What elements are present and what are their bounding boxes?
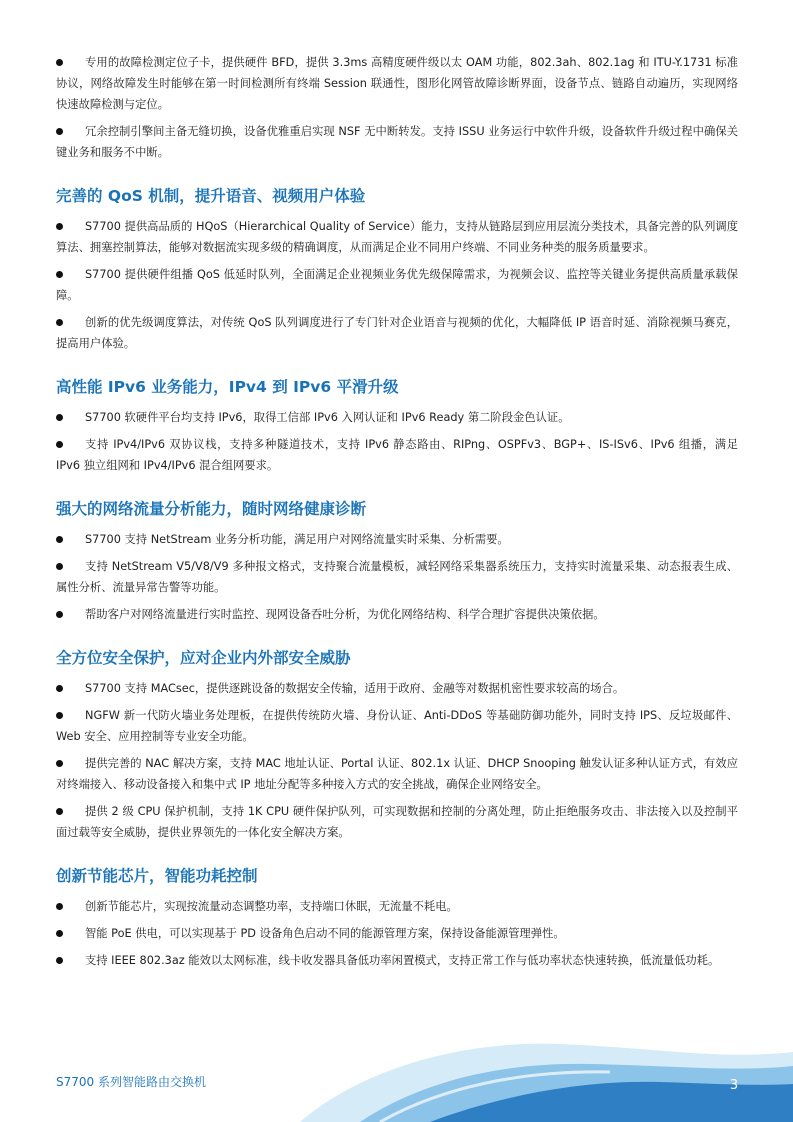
feature-section [56,376,738,476]
bullet-item [56,753,738,795]
bullet-dot-icon [56,536,63,543]
bullet-dot-icon [56,712,63,719]
bullet-item [56,529,738,550]
bullet-dot-icon [56,685,63,692]
bullet-item [56,52,738,115]
bullet-item [56,407,738,428]
bullet-text: 提供 2 级 CPU 保护机制，支持 1K CPU 硬件保护队列，可实现数据和控制的分离处理，防止拒绝服务攻击、非法接入以及控制平面过载等安全威胁，提供业界领先的一体化安全解决方案。 [56,805,738,839]
bullet-text: 支持 IEEE 802.3az 能效以太网标准，线卡收发器具备低功率闲置模式，支持正常工作与低功率状态快速转换，低流量低功耗。 [85,954,720,967]
bullet-item [56,121,738,163]
bullet-item [56,604,738,625]
bullet-item [56,556,738,598]
bullet-dot-icon [56,59,63,66]
bullet-item [56,312,738,354]
page-content [56,52,738,977]
footer-product-title: S7700 系列智能路由交换机 [56,1075,206,1089]
bullet-text: 支持 NetStream V5/V8/V9 多种报文格式，支持聚合流量模板，减轻网络采集器系统压力，支持实时流量采集、动态报表生成、属性分析、流量异常告警等功能。 [56,560,738,594]
bullet-dot-icon [56,611,63,618]
bullet-dot-icon [56,930,63,937]
bullet-text: 专用的故障检测定位子卡，提供硬件 BFD，提供 3.3ms 高精度硬件级以太 OAM 功能，802.3ah、802.1ag 和 ITU-Y.1731 标准协议，网络故障发生时能够在第一时间检测所有终端 Session 联通性，图形化网管故障诊断界面，设备节点、链路自动遍历，实现网络快速故障检测与定位。 [56,56,738,111]
bullet-dot-icon [56,808,63,815]
bullet-text: 帮助客户对网络流量进行实时监控、现网设备吞吐分析，为优化网络结构、科学合理扩容提供决策依据。 [85,608,605,621]
bullet-dot-icon [56,563,63,570]
bullet-item [56,678,738,699]
bullet-dot-icon [56,223,63,230]
bullet-dot-icon [56,319,63,326]
bullet-text: 提供完善的 NAC 解决方案，支持 MAC 地址认证、Portal 认证、802.1x 认证、DHCP Snooping 触发认证多种认证方式，有效应对终端接入、移动设备接入和集中式 IP 地址分配等多种接入方式的安全挑战，确保企业网络安全。 [56,757,738,791]
feature-section [56,498,738,625]
bullet-item [56,923,738,944]
bullet-dot-icon [56,271,63,278]
bullet-text: S7700 提供硬件组播 QoS 低延时队列，全面满足企业视频业务优先级保障需求，为视频会议、监控等关键业务提供高质量承载保障。 [56,268,738,302]
bullet-item [56,705,738,747]
bullet-text: NGFW 新一代防火墙业务处理板，在提供传统防火墙、身份认证、Anti-DDoS 等基础防御功能外，同时支持 IPS、反垃圾邮件、Web 安全、应用控制等专业安全功能。 [56,709,738,743]
bullet-dot-icon [56,441,63,448]
feature-section [56,647,738,843]
page-number: 3 [729,1078,739,1093]
bullet-dot-icon [56,903,63,910]
feature-section [56,185,738,354]
bullet-text: 创新节能芯片，实现按流量动态调整功率，支持端口休眠，无流量不耗电。 [85,900,458,913]
bullet-text: S7700 提供高品质的 HQoS（Hierarchical Quality of Service）能力，支持从链路层到应用层流分类技术，具备完善的队列调度算法、拥塞控制算法，能够对数据流实现多级的精确调度，从而满足企业不同用户终端、不同业务种类的服务质量要求。 [56,220,738,254]
bullet-dot-icon [56,128,63,135]
section-heading: 完善的 QoS 机制，提升语音、视频用户体验 [56,187,366,205]
bullet-dot-icon [56,414,63,421]
bullet-text: 冗余控制引擎间主备无缝切换，设备优雅重启实现 NSF 无中断转发。支持 ISSU 业务运行中软件升级，设备软件升级过程中确保关键业务和服务不中断。 [56,125,738,159]
bullet-text: S7700 支持 MACsec，提供逐跳设备的数据安全传输，适用于政府、金融等对数据机密性要求较高的场合。 [85,682,625,695]
section-heading: 创新节能芯片，智能功耗控制 [56,867,258,885]
bullet-text: S7700 软硬件平台均支持 IPv6，取得工信部 IPv6 入网认证和 IPv6 Ready 第二阶段金色认证。 [85,411,570,424]
bullet-item [56,896,738,917]
bullet-item [56,950,738,971]
feature-section [56,865,738,971]
bullet-text: 创新的优先级调度算法，对传统 QoS 队列调度进行了专门针对企业语音与视频的优化，大幅降低 IP 语音时延、消除视频马赛克，提高用户体验。 [56,316,738,350]
bullet-item [56,801,738,843]
bullet-item [56,264,738,306]
bullet-text: S7700 支持 NetStream 业务分析功能，满足用户对网络流量实时采集、分析需要。 [85,533,509,546]
bullet-text: 智能 PoE 供电，可以实现基于 PD 设备角色启动不同的能源管理方案，保持设备能源管理弹性。 [85,927,565,940]
feature-section [56,52,738,163]
section-heading: 全方位安全保护，应对企业内外部安全威胁 [56,649,351,667]
bullet-text: 支持 IPv4/IPv6 双协议栈，支持多种隧道技术，支持 IPv6 静态路由、RIPng、OSPFv3、BGP+、IS-ISv6、IPv6 组播，满足 IPv6 独立组网和 IPv4/IPv6 混合组网要求。 [56,438,738,472]
section-heading: 强大的网络流量分析能力，随时网络健康诊断 [56,500,367,518]
bullet-dot-icon [56,760,63,767]
section-heading: 高性能 IPv6 业务能力，IPv4 到 IPv6 平滑升级 [56,378,399,396]
bullet-dot-icon [56,957,63,964]
bullet-item [56,434,738,476]
bullet-item [56,216,738,258]
